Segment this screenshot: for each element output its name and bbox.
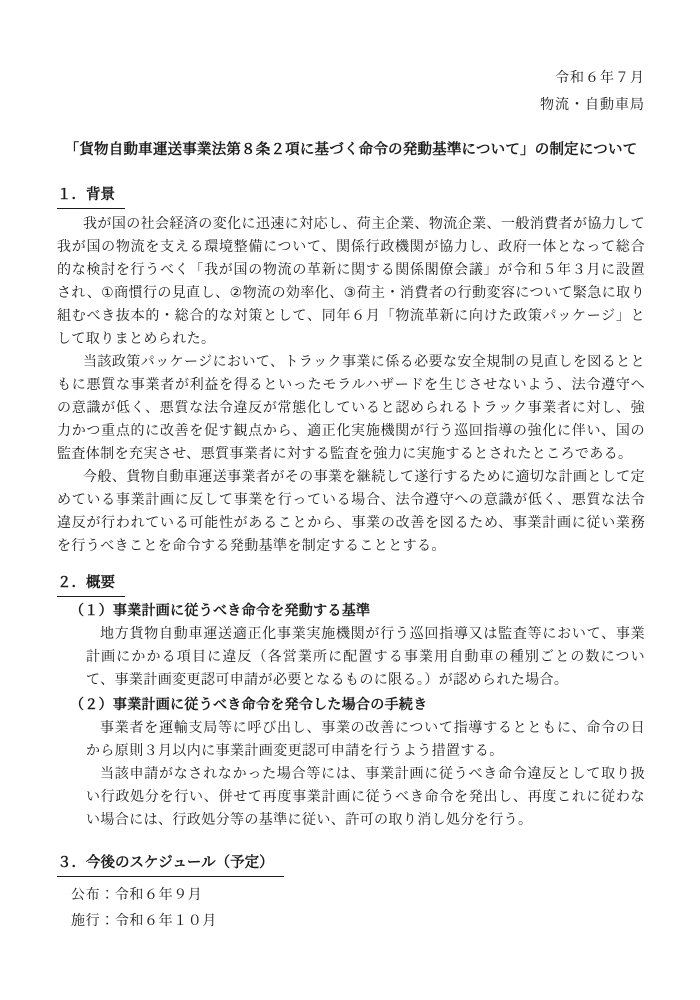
schedule-promulgation: 公布：令和６年９月 xyxy=(71,886,203,902)
section-1-heading-text: １．背景 xyxy=(57,185,125,209)
section-2-sub-1-heading: （１）事業計画に従うべき命令を発動する基準 xyxy=(70,602,371,618)
section-2-sub-2-body xyxy=(86,716,645,831)
schedule-enforcement: 施行：令和６年１０月 xyxy=(71,912,217,928)
document-title: 「貨物自動車運送事業法第８条２項に基づく命令の発動基準について」の制定について xyxy=(64,142,638,158)
section-2-heading xyxy=(57,573,645,597)
section-1-paragraph-1: 我が国の社会経済の変化に迅速に対応し、荷主企業、物流企業、一般消費者が協力して我が国の物流を支える環境整備について、関係行政機関が協力し、政府一体となって総合的な検討を行うべく「我が国の物流の革新に関する関係閣僚会議」が令和５年３月に設置され、①商慣行の見直し、②物流の効率化、③荷主・消費者の行動変容について緊急に取り組むべき抜本的・総合的な対策として、同年６月「物流革新に向けた政策パッケージ」として取りまとめられた。 xyxy=(57,215,645,346)
document-date: 令和６年７月 xyxy=(555,69,645,85)
issuing-bureau: 物流・自動車局 xyxy=(540,96,645,112)
section-2-sub-2-heading: （２）事業計画に従うべき命令を発令した場合の手続き xyxy=(70,696,428,712)
section-2-sub-2-paragraph-1: 事業者を運輸支局等に呼び出し、事業の改善について指導するとともに、命令の日から原則３月以内に事業計画変更認可申請を行うよう措置する。 xyxy=(86,719,645,758)
section-3-heading xyxy=(57,853,645,877)
section-1-paragraph-3: 今般、貨物自動車運送事業者がその事業を継続して遂行するために適切な計画として定めている事業計画に反して事業を行っている場合、法令遵守への意識が低く、悪質な法令違反が行われている可能性があることから、事業の改善を図るため、事業計画に従い業務を行うべきことを命令する発動基準を制定することとする。 xyxy=(57,468,645,553)
section-1-heading xyxy=(57,185,645,209)
section-2-sub-1-body xyxy=(86,622,645,691)
section-2-sub-1-paragraph-1: 地方貨物自動車運送適正化事業実施機関が行う巡回指導又は監査等において、事業計画にかかる項目に違反（各営業所に配置する事業用自動車の種別ごとの数について、事業計画変更認可申請が必要となるものに限る。）が認められた場合。 xyxy=(86,625,645,687)
document-header xyxy=(57,64,645,118)
section-1-paragraph-2: 当該政策パッケージにおいて、トラック事業に係る必要な安全規制の見直しを図るとともに悪質な事業者が利益を得るといったモラルハザードを生じさせないよう、法令遵守への意識が低く、悪質な法令違反が常態化していると認められるトラック事業者に対し、強力かつ重点的に改善を促す観点から、適正化実施機関が行う巡回指導の強化に伴い、国の監査体制を充実させ、悪質事業者に対する監査を強力に実施するとされたところである。 xyxy=(57,353,645,461)
section-3-heading-text: ３．今後のスケジュール（予定） xyxy=(57,853,284,877)
section-1-body xyxy=(57,212,645,557)
schedule-list xyxy=(71,881,645,933)
section-2-sub-2-paragraph-2: 当該申請がなされなかった場合等には、事業計画に従うべき命令違反として取り扱い行政処分を行い、併せて再度事業計画に従うべき命令を発出し、再度これに従わない場合には、行政処分等の基準に従い、許可の取り消し処分を行う。 xyxy=(86,765,645,827)
section-2-heading-text: ２．概要 xyxy=(57,573,125,597)
